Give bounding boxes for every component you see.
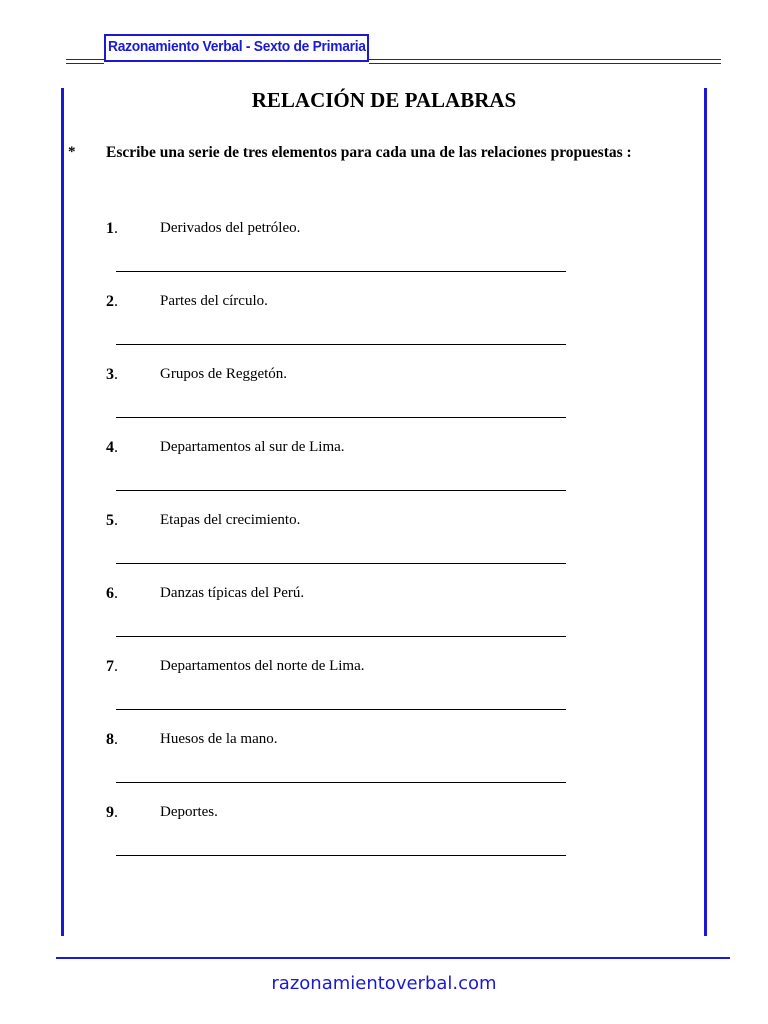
answer-line[interactable]: [116, 490, 566, 491]
item-label: Etapas del crecimiento.: [160, 512, 301, 528]
item-number: 3.: [106, 366, 118, 383]
list-item: [0, 804, 768, 844]
header-rule-right-2: [369, 63, 721, 64]
item-number: 9.: [106, 804, 118, 821]
header-rule-right: [369, 59, 721, 60]
answer-line[interactable]: [116, 709, 566, 710]
item-label: Departamentos del norte de Lima.: [160, 658, 365, 674]
list-item: [0, 220, 768, 260]
answer-line[interactable]: [116, 563, 566, 564]
page-title: RELACIÓN DE PALABRAS: [251, 88, 517, 112]
list-item: [0, 512, 768, 552]
item-label: Deportes.: [160, 804, 218, 820]
item-label: Departamentos al sur de Lima.: [160, 439, 345, 455]
answer-line[interactable]: [116, 271, 566, 272]
list-item: [0, 293, 768, 333]
item-label: Partes del círculo.: [160, 293, 268, 309]
item-label: Derivados del petróleo.: [160, 220, 301, 236]
instruction-bullet: *: [68, 144, 76, 160]
item-number: 2.: [106, 293, 118, 310]
answer-line[interactable]: [116, 344, 566, 345]
list-item: [0, 439, 768, 479]
item-number: 4.: [106, 439, 118, 456]
item-number: 6.: [106, 585, 118, 602]
answer-line[interactable]: [116, 417, 566, 418]
list-item: [0, 585, 768, 625]
item-label: Grupos de Reggetón.: [160, 366, 288, 382]
answer-line[interactable]: [116, 636, 566, 637]
footer-website[interactable]: razonamientoverbal.com: [271, 973, 497, 994]
item-number: 8.: [106, 731, 118, 748]
answer-line[interactable]: [116, 782, 566, 783]
list-item: [0, 731, 768, 771]
answer-line[interactable]: [116, 855, 566, 856]
item-label: Danzas típicas del Perú.: [160, 585, 305, 601]
header-rule-top-2: [66, 63, 104, 64]
footer-rule: [56, 957, 730, 959]
item-number: 7.: [106, 658, 118, 675]
instruction-text: Escribe una serie de tres elementos para cada una de las relaciones propuestas :: [106, 144, 632, 161]
item-number: 1.: [106, 220, 118, 237]
item-number: 5.: [106, 512, 118, 529]
header-rule-top: [66, 59, 104, 60]
list-item: [0, 366, 768, 406]
item-label: Huesos de la mano.: [160, 731, 278, 747]
header-title: Razonamiento Verbal - Sexto de Primaria: [108, 38, 366, 55]
list-item: [0, 658, 768, 698]
